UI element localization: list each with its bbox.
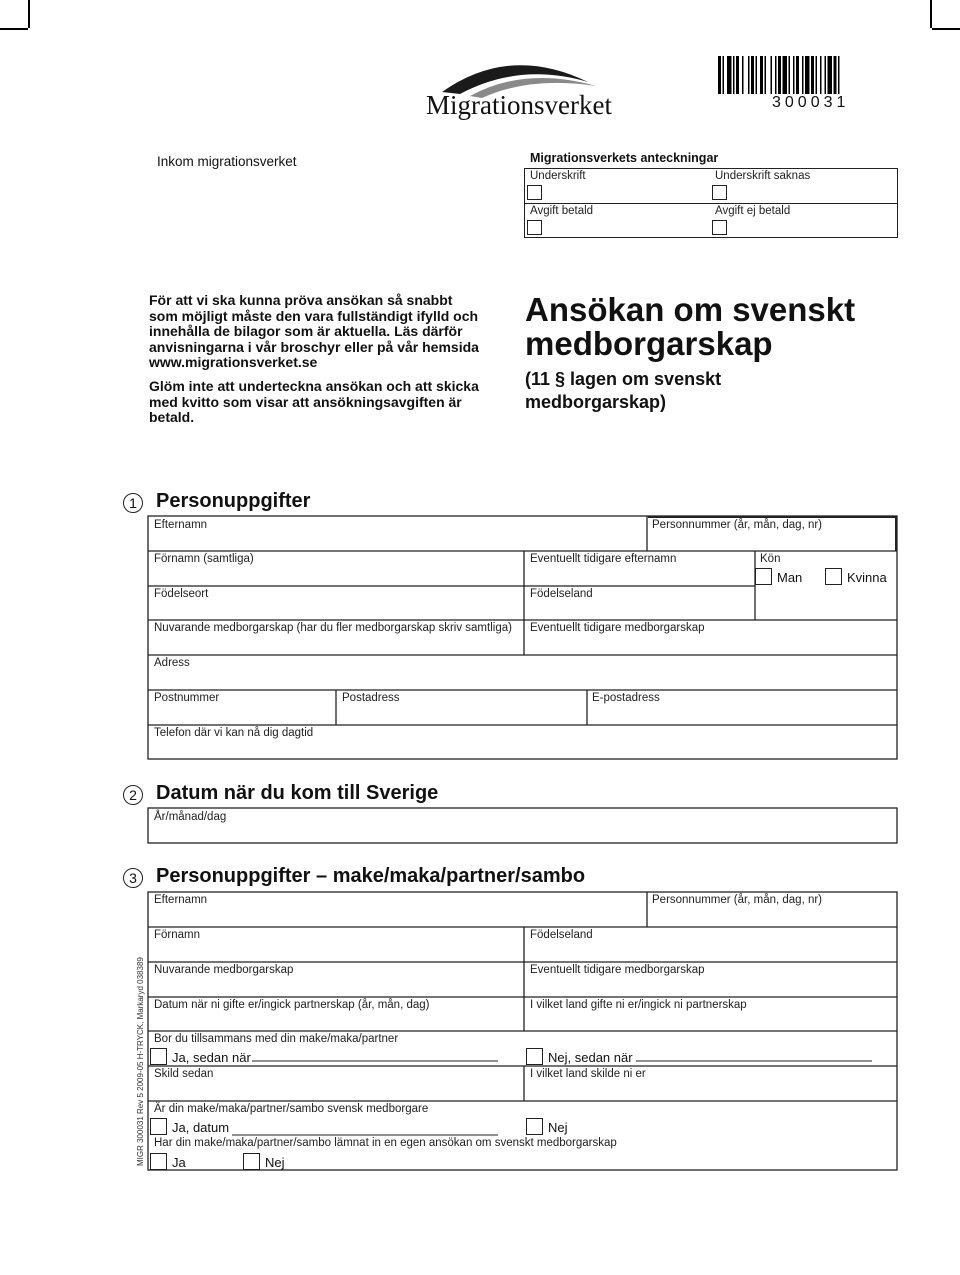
partner-applied-yes-label: Ja (172, 1155, 186, 1170)
signature-missing-label: Underskrift saknas (715, 170, 811, 182)
first-names-field[interactable]: Förnamn (samtliga) (154, 553, 254, 565)
birth-country-field[interactable]: Födelseland (530, 588, 593, 600)
section-1-number: 1 (123, 493, 143, 513)
male-label: Man (777, 570, 803, 585)
section-1-title: Personuppgifter (156, 490, 311, 512)
male-checkbox[interactable] (755, 568, 772, 585)
arrival-date-field[interactable]: År/månad/dag (154, 811, 227, 823)
section-3-number: 3 (123, 868, 143, 888)
partner-swedish-yes-label: Ja, datum (172, 1120, 230, 1135)
partner-applied-no-checkbox[interactable] (243, 1153, 260, 1170)
phone-field[interactable]: Telefon där vi kan nå dig dagtid (154, 727, 314, 739)
gender-label: Kön (760, 553, 781, 565)
partner-applied-no-label: Nej (265, 1155, 285, 1170)
partner-swedish-no-label: Nej (548, 1120, 568, 1135)
live-together-no-label: Nej, sedan när (548, 1050, 633, 1065)
partner-surname-field[interactable]: Efternamn (154, 894, 208, 906)
partner-previous-citizenship-field[interactable]: Eventuellt tidigare medborgarskap (530, 964, 705, 976)
intro-paragraph-2: Glöm inte att underteckna ansökan och att skicka med kvitto som visar att ansökningsavgiften är betald. (149, 378, 479, 425)
live-together-label: Bor du tillsammans med din make/maka/partner (154, 1033, 399, 1045)
current-citizenship-field[interactable]: Nuvarande medborgarskap (har du fler medborgarskap skriv samtliga) (154, 622, 512, 634)
partner-applied-yes-checkbox[interactable] (150, 1153, 167, 1170)
postal-code-field[interactable]: Postnummer (154, 692, 220, 704)
previous-citizenship-field[interactable]: Eventuellt tidigare medborgarskap (530, 622, 705, 634)
partner-swedish-no-checkbox[interactable] (526, 1118, 543, 1135)
birthplace-field[interactable]: Födelseort (154, 588, 209, 600)
partner-birth-country-field[interactable]: Födelseland (530, 929, 593, 941)
partner-swedish-yes-checkbox[interactable] (150, 1118, 167, 1135)
email-field[interactable]: E-postadress (592, 692, 660, 704)
partner-applied-label: Har din make/maka/partner/sambo lämnat in en egen ansökan om svenskt medborgarskap (154, 1137, 617, 1149)
section-3-title: Personuppgifter – make/maka/partner/sambo (156, 865, 586, 887)
logo-text: Migrationsverket (426, 90, 612, 120)
side-print: MIGR 300031 Rev 5 2009-05 H-TRYCK, Markaryd 038389 (136, 957, 145, 1166)
marriage-date-field[interactable]: Datum när ni gifte er/ingick partnerskap (år, mån, dag) (154, 999, 430, 1011)
form-title: Ansökan om svenskt medborgarskap (525, 291, 856, 362)
address-field[interactable]: Adress (154, 657, 190, 669)
divorce-country-field[interactable]: I vilket land skilde ni er (530, 1068, 646, 1080)
live-together-no-checkbox[interactable] (526, 1048, 543, 1065)
intro-paragraph-1: För att vi ska kunna pröva ansökan så snabbt som möjligt måste den vara fullständigt ifylld och innehålla de bilagor som är aktuella. Läs därför anvisningarna i vår broschyr eller på vår hemsida www.migrationsverket.se (149, 292, 479, 370)
fee-paid-label: Avgift betald (530, 205, 594, 217)
marriage-country-field[interactable]: I vilket land gifte ni er/ingick ni partnerskap (530, 999, 747, 1011)
live-together-yes-checkbox[interactable] (150, 1048, 167, 1065)
partner-personal-number-field[interactable]: Personnummer (år, mån, dag, nr) (652, 894, 823, 906)
divorced-since-field[interactable]: Skild sedan (154, 1068, 214, 1080)
postal-address-field[interactable]: Postadress (342, 692, 400, 704)
signature-label: Underskrift (530, 170, 586, 182)
live-together-yes-label: Ja, sedan när (172, 1050, 251, 1065)
form-subtitle: (11 § lagen om svenskt medborgarskap) (525, 369, 722, 412)
partner-first-name-field[interactable]: Förnamn (154, 929, 201, 941)
surname-field[interactable]: Efternamn (154, 519, 208, 531)
barcode-number: 300031 (772, 94, 850, 111)
fee-not-paid-label: Avgift ej betald (715, 205, 791, 217)
received-label: Inkom migrationsverket (157, 154, 297, 169)
notes-title: Migrationsverkets anteckningar (530, 151, 719, 165)
previous-surname-field[interactable]: Eventuellt tidigare efternamn (530, 553, 677, 565)
female-label: Kvinna (847, 570, 887, 585)
partner-current-citizenship-field[interactable]: Nuvarande medborgarskap (154, 964, 294, 976)
section-2-title: Datum när du kom till Sverige (156, 782, 439, 804)
partner-swedish-label: Är din make/maka/partner/sambo svensk medborgare (154, 1103, 429, 1115)
section-2-number: 2 (123, 785, 143, 805)
female-checkbox[interactable] (825, 568, 842, 585)
personal-number-field[interactable]: Personnummer (år, mån, dag, nr) (652, 519, 823, 531)
